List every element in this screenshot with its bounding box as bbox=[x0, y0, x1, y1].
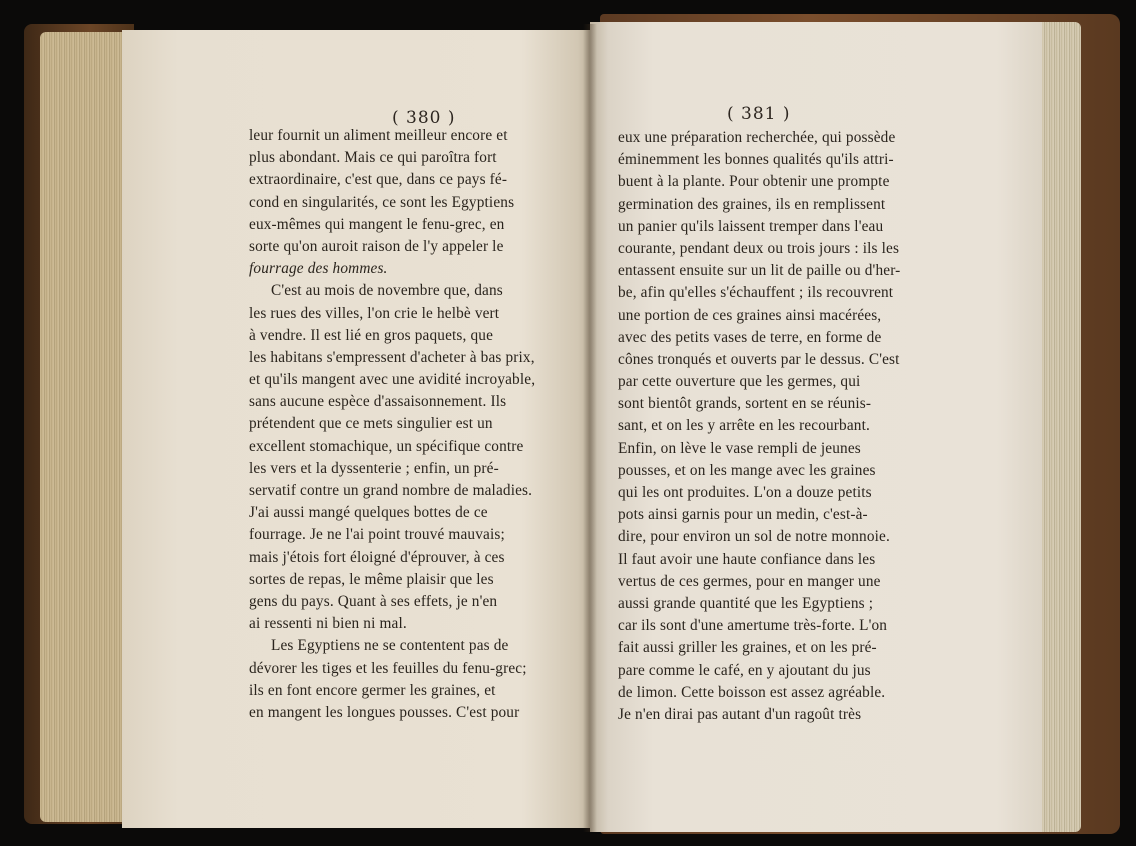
text-line: sorte qu'on auroit raison de l'y appeler le bbox=[249, 237, 504, 255]
text-line: sortes de repas, le même plaisir que les bbox=[249, 570, 494, 588]
book-gutter bbox=[583, 24, 597, 832]
text-line: ai ressenti ni bien ni mal. bbox=[249, 615, 407, 633]
text-line: pare comme le café, en y ajoutant du jus bbox=[618, 661, 871, 679]
text-line: pots ainsi garnis pour un medin, c'est-à- bbox=[618, 506, 868, 524]
right-page-number: ( 381 ) bbox=[727, 104, 791, 124]
text-line: les vers et la dyssenterie ; enfin, un pré- bbox=[249, 459, 499, 477]
text-line: servatif contre un grand nombre de maladies. bbox=[249, 482, 533, 499]
left-page-number: ( 380 ) bbox=[392, 108, 456, 128]
text-line: sans aucune espèce d'assaisonnement. Ils bbox=[249, 393, 507, 411]
text-line: qui les ont produites. L'on a douze petits bbox=[618, 484, 872, 501]
text-line: leur fournit un aliment meilleur encore et bbox=[249, 127, 508, 144]
text-line: vertus de ces germes, pour en manger une bbox=[618, 572, 881, 590]
text-line: courante, pendant deux ou trois jours : ils les bbox=[618, 239, 900, 257]
text-line: et qu'ils mangent avec une avidité incroyable, bbox=[249, 371, 536, 389]
text-line-italic: fourrage des hommes. bbox=[249, 260, 388, 278]
text-line: de limon. Cette boisson est assez agréable. bbox=[618, 683, 886, 701]
text-line: car ils sont d'une amertume très-forte. L'on bbox=[618, 617, 888, 635]
text-line: entassent ensuite sur un lit de paille ou d'her- bbox=[618, 262, 901, 280]
text-line: J'ai aussi mangé quelques bottes de ce bbox=[249, 504, 488, 522]
text-line: be, afin qu'elles s'échauffent ; ils recouvrent bbox=[618, 284, 894, 302]
text-line: excellent stomachique, un spécifique contre bbox=[249, 437, 524, 455]
text-line: Enfin, on lève le vase rempli de jeunes bbox=[618, 439, 861, 457]
page-edges-left bbox=[40, 32, 132, 822]
text-line: ils en font encore germer les graines, et bbox=[249, 681, 496, 699]
text-line: dévorer les tiges et les feuilles du fenu-grec; bbox=[249, 659, 527, 677]
text-line: une portion de ces graines ainsi macérées, bbox=[618, 306, 882, 324]
text-line: mais j'étois fort éloigné d'éprouver, à ces bbox=[249, 548, 505, 566]
text-line: germination des graines, ils en remplissent bbox=[618, 195, 886, 213]
right-page-text bbox=[618, 127, 918, 726]
text-line: pousses, et on les mange avec les graines bbox=[618, 461, 876, 479]
text-line: plus abondant. Mais ce qui paroîtra fort bbox=[249, 149, 497, 167]
text-line: les rues des villes, l'on crie le helbè vert bbox=[249, 304, 500, 322]
text-line: eux une préparation recherchée, qui possède bbox=[618, 129, 896, 146]
text-line: Il faut avoir une haute confiance dans les bbox=[618, 550, 876, 568]
left-page-text bbox=[249, 125, 567, 724]
text-line: extraordinaire, c'est que, dans ce pays fé- bbox=[249, 171, 508, 189]
text-line: les habitans s'empressent d'acheter à bas prix, bbox=[249, 348, 535, 366]
text-line: gens du pays. Quant à ses effets, je n'en bbox=[249, 592, 498, 610]
text-line: fait aussi griller les graines, et on les pré- bbox=[618, 639, 877, 657]
text-line: un panier qu'ils laissent tremper dans l'eau bbox=[618, 217, 884, 235]
text-line: cond en singularités, ce sont les Egyptiens bbox=[249, 193, 515, 211]
text-line: avec des petits vases de terre, en forme de bbox=[618, 328, 882, 346]
text-line: eux-mêmes qui mangent le fenu-grec, en bbox=[249, 215, 505, 233]
text-line: buent à la plante. Pour obtenir une prompte bbox=[618, 173, 890, 191]
text-line: aussi grande quantité que les Egyptiens ; bbox=[618, 594, 874, 612]
text-line: Je n'en dirai pas autant d'un ragoût très bbox=[618, 705, 862, 723]
text-line: sont bientôt grands, sortent en se réunis- bbox=[618, 395, 872, 413]
text-line: prétendent que ce mets singulier est un bbox=[249, 415, 493, 433]
text-line: en mangent les longues pousses. C'est pour bbox=[249, 703, 520, 721]
text-line: éminemment les bonnes qualités qu'ils attri- bbox=[618, 151, 894, 169]
text-line: fourrage. Je ne l'ai point trouvé mauvais; bbox=[249, 526, 505, 544]
text-line: sant, et on les y arrête en les recourbant. bbox=[618, 417, 870, 435]
text-line: C'est au mois de novembre que, dans bbox=[271, 282, 503, 300]
text-line: cônes tronqués et ouverts par le dessus. C'est bbox=[618, 350, 900, 368]
text-line: par cette ouverture que les germes, qui bbox=[618, 373, 861, 391]
text-line: dire, pour environ un sol de notre monnoie. bbox=[618, 528, 890, 546]
text-line: Les Egyptiens ne se contentent pas de bbox=[271, 637, 509, 655]
text-line: à vendre. Il est lié en gros paquets, que bbox=[249, 326, 494, 344]
